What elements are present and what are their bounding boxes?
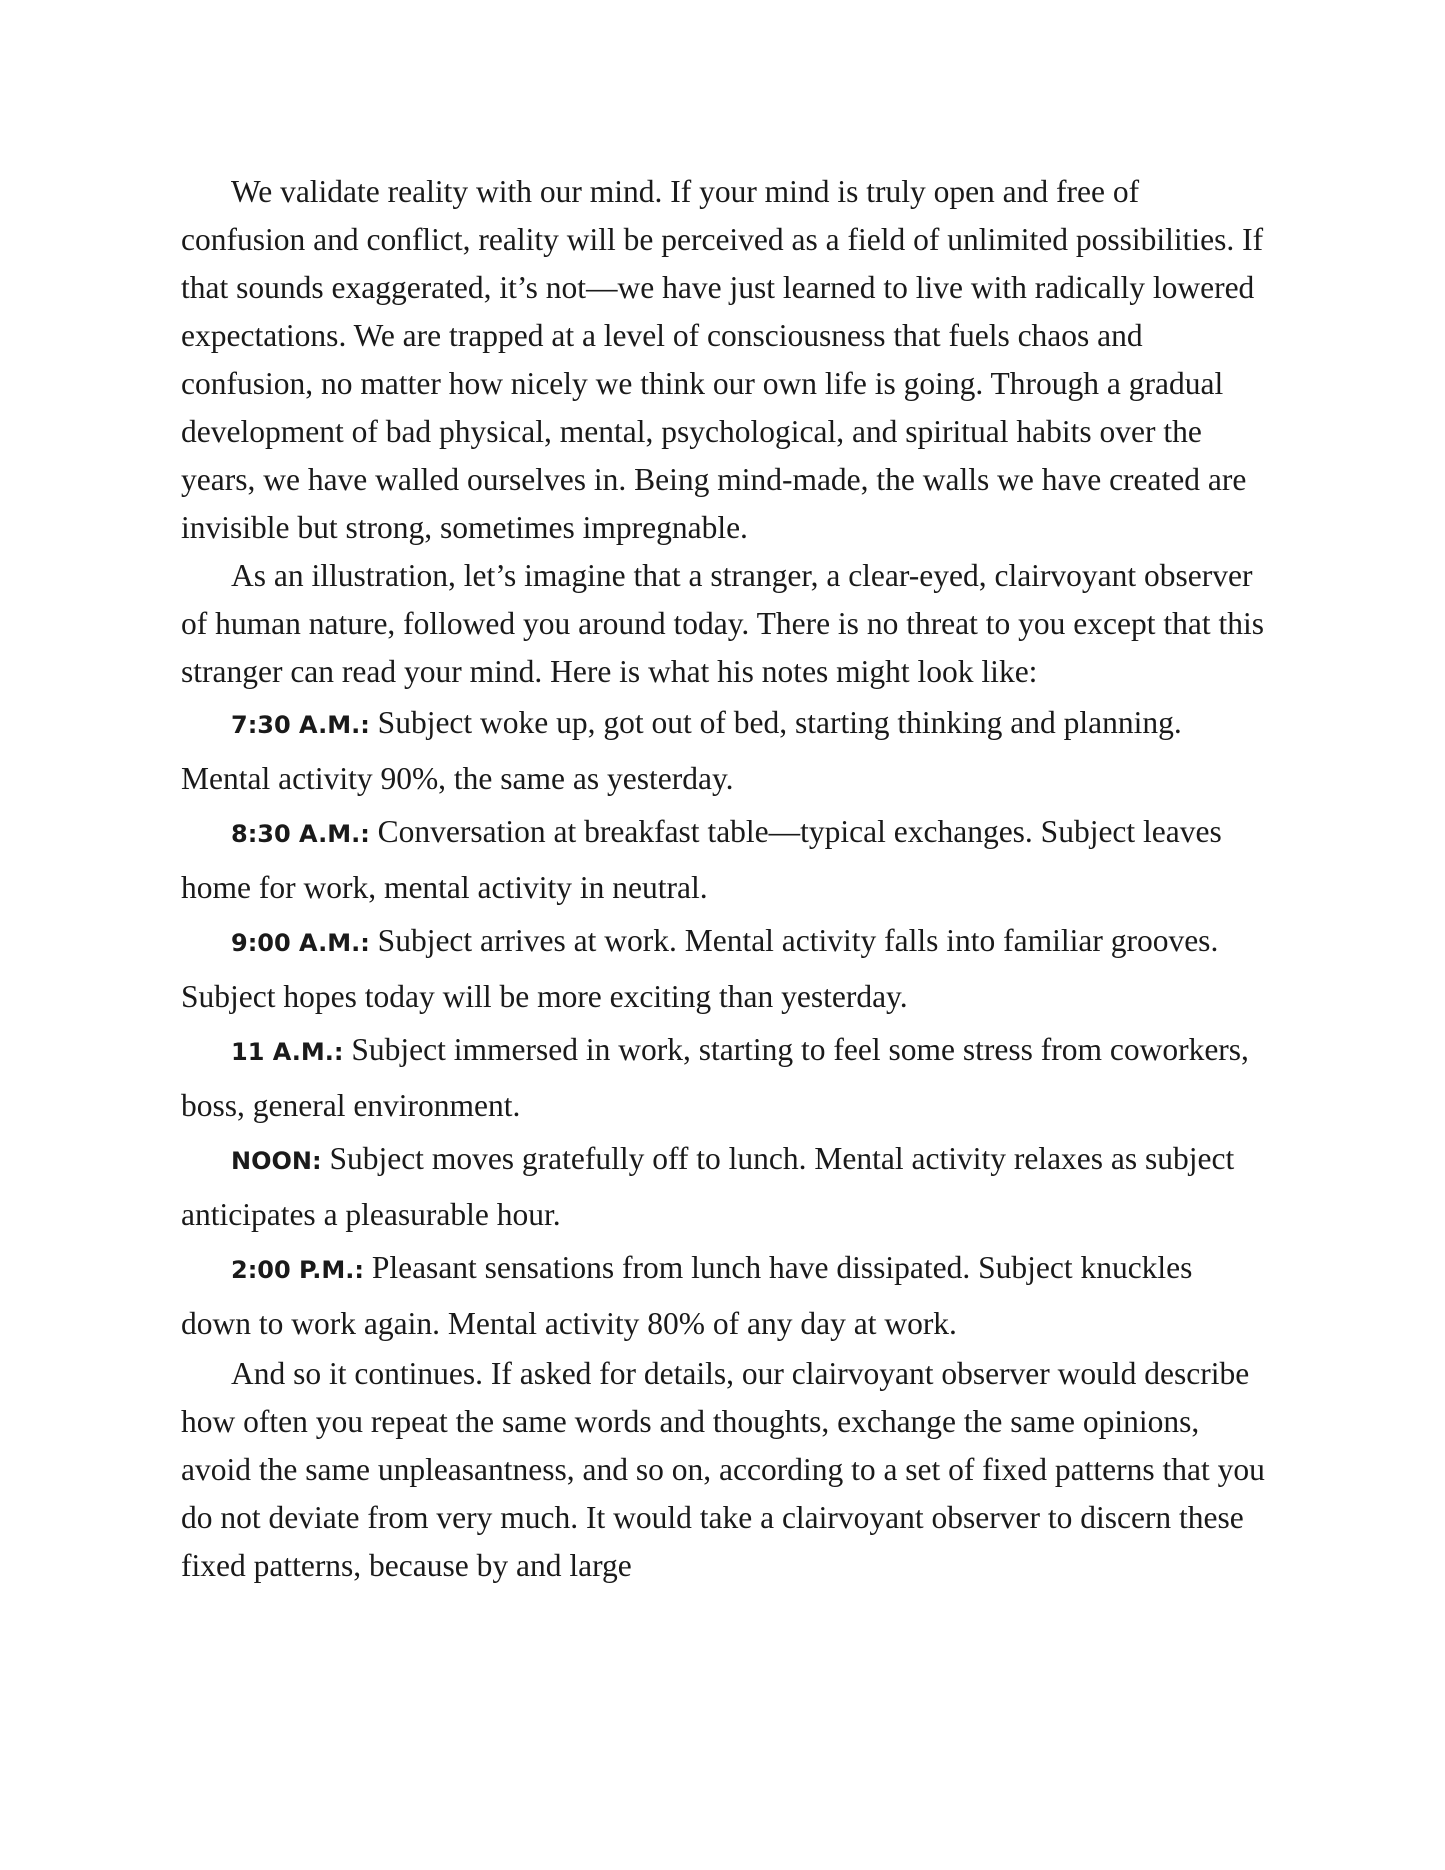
note-text: Subject moves gratefully off to lunch. Mental activity relaxes as subject anticipates a pleasurable hour.	[181, 1141, 1235, 1232]
observer-note	[181, 1241, 1266, 1350]
note-text: Conversation at breakfast table—typical exchanges. Subject leaves home for work, mental activity in neutral.	[181, 814, 1222, 905]
observer-note	[181, 914, 1266, 1023]
body-paragraph: We validate reality with our mind. If your mind is truly open and free of confusion and conflict, reality will be perceived as a field of unlimited possibilities. If that sounds exaggerated, it’s not—we have just learned to live with radically lowered expectations. We are trapped at a level of consciousness that fuels chaos and confusion, no matter how nicely we think our own life is going. Through a gradual development of bad physical, mental, psychological, and spiritual habits over the years, we have walled ourselves in. Being mind-made, the walls we have created are invisible but strong, sometimes impregnable.	[181, 174, 1264, 545]
time-label: 11 A.M.:	[231, 1038, 344, 1066]
note-text: Subject immersed in work, starting to feel some stress from coworkers, boss, general environment.	[181, 1032, 1249, 1123]
body-paragraph: And so it continues. If asked for details, our clairvoyant observer would describe how often you repeat the same words and thoughts, exchange the same opinions, avoid the same unpleasantness, and so on, according to a set of fixed patterns that you do not deviate from very much. It would take a clairvoyant observer to discern these fixed patterns, because by and large	[181, 1356, 1265, 1583]
observer-note	[181, 1023, 1266, 1132]
observer-note	[181, 1132, 1266, 1241]
time-label: NOON:	[231, 1147, 322, 1175]
observer-note	[181, 696, 1266, 805]
note-text: Subject arrives at work. Mental activity falls into familiar grooves. Subject hopes today will be more exciting than yesterday.	[181, 923, 1219, 1014]
book-page	[181, 168, 1266, 1590]
time-label: 9:00 A.M.:	[231, 929, 370, 957]
observer-note	[181, 805, 1266, 914]
time-label: 8:30 A.M.:	[231, 820, 370, 848]
time-label: 7:30 A.M.:	[231, 711, 370, 739]
body-paragraph: As an illustration, let’s imagine that a stranger, a clear-eyed, clairvoyant observer of human nature, followed you around today. There is no threat to you except that this stranger can read your mind. Here is what his notes might look like:	[181, 558, 1264, 689]
time-label: 2:00 P.M.:	[231, 1256, 364, 1284]
note-text: Pleasant sensations from lunch have dissipated. Subject knuckles down to work again. Mental activity 80% of any day at work.	[181, 1250, 1193, 1341]
note-text: Subject woke up, got out of bed, starting thinking and planning. Mental activity 90%, the same as yesterday.	[181, 705, 1182, 796]
